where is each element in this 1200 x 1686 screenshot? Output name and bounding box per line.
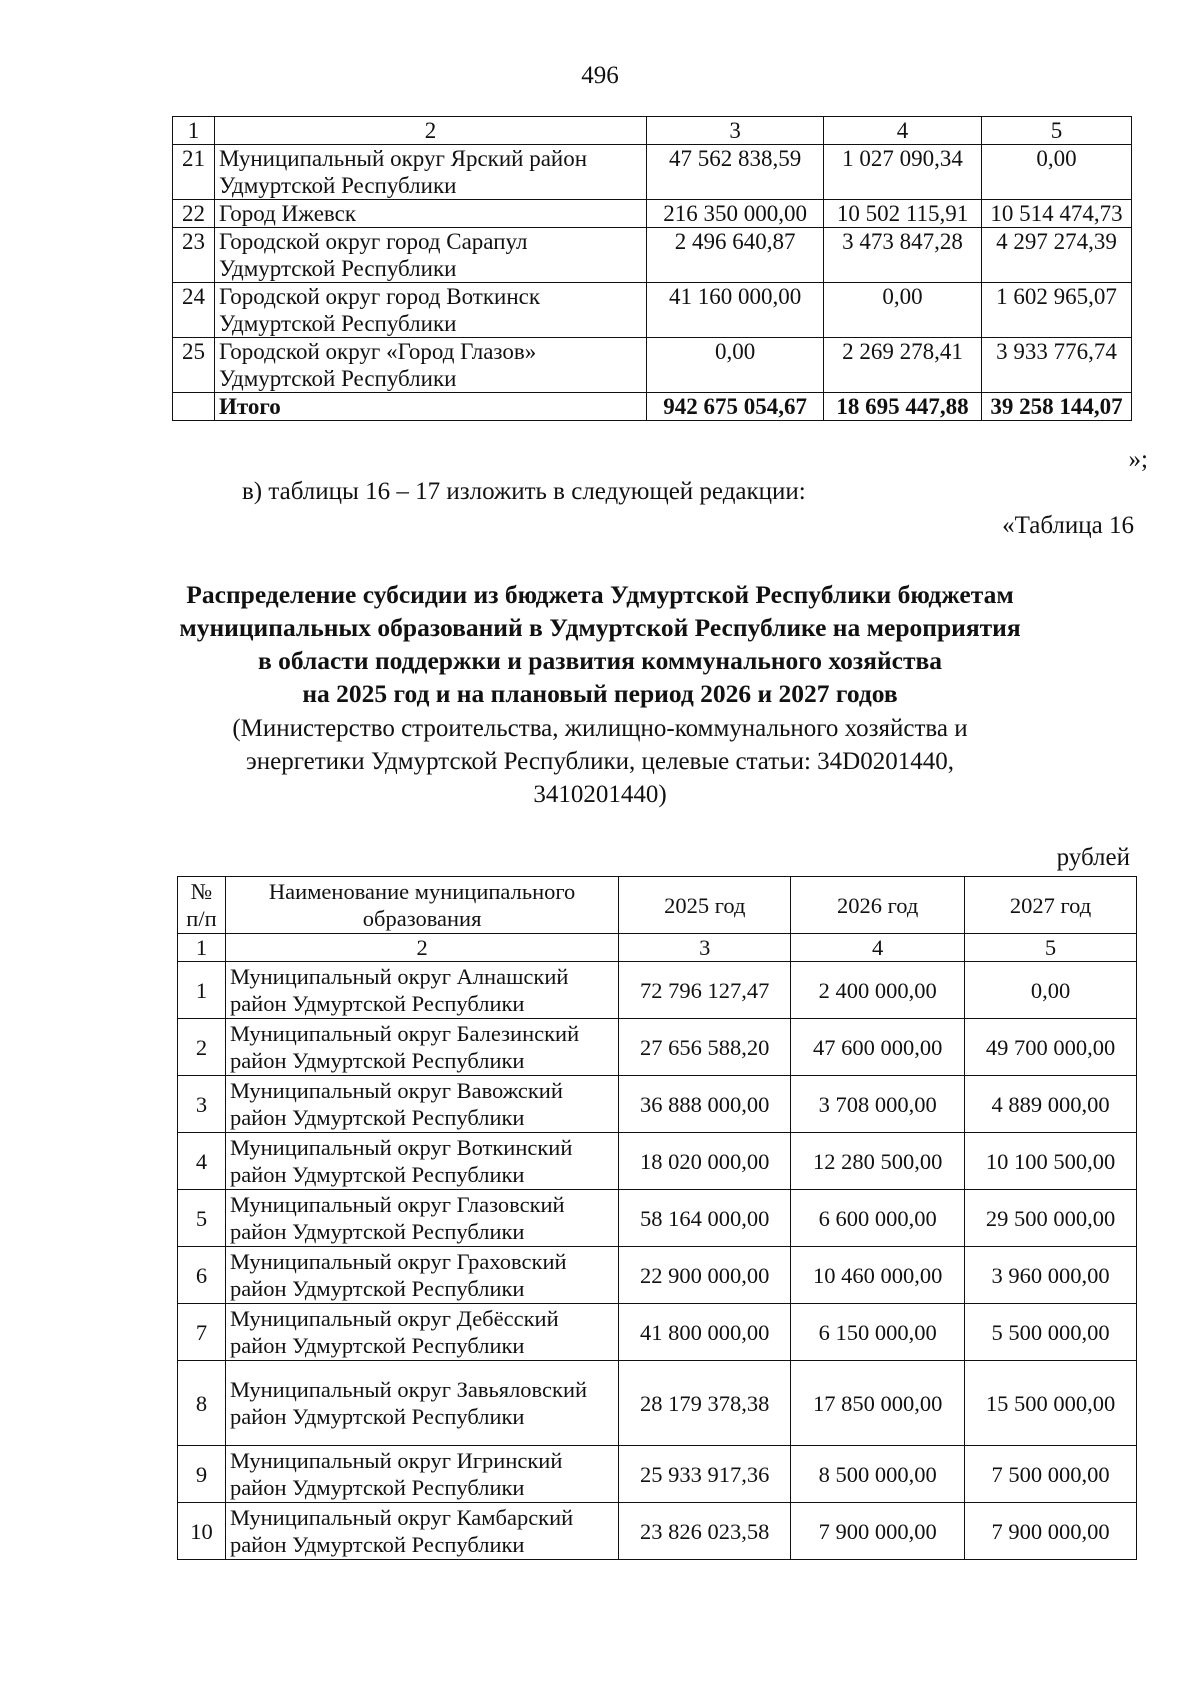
header-cell-number: № п/п	[178, 877, 226, 934]
value-cell: 2 269 278,41	[824, 338, 982, 393]
municipality-name: Муниципальный округ Завьяловский район Удмуртской Республики	[225, 1361, 618, 1446]
table-title	[150, 578, 1050, 710]
value-2026: 10 460 000,00	[791, 1247, 965, 1304]
municipality-name: Муниципальный округ Дебёсский район Удмуртской Республики	[225, 1304, 618, 1361]
total-row	[173, 393, 1132, 421]
value-cell: 1 027 090,34	[824, 145, 982, 200]
header-cell: 4	[824, 117, 982, 145]
closing-quote: »;	[1128, 446, 1148, 473]
municipality-name: Муниципальный округ Игринский район Удмуртской Республики	[225, 1446, 618, 1503]
value-cell: 216 350 000,00	[647, 200, 824, 228]
table-row	[173, 338, 1132, 393]
page-number: 496	[581, 62, 619, 89]
value-2027: 5 500 000,00	[965, 1304, 1137, 1361]
value-2025: 18 020 000,00	[619, 1133, 791, 1190]
table-row	[173, 200, 1132, 228]
table-row	[178, 1019, 1137, 1076]
header-cell-year: 2026 год	[791, 877, 965, 934]
value-2027: 7 900 000,00	[965, 1503, 1137, 1560]
value-2026: 17 850 000,00	[791, 1361, 965, 1446]
table-row	[178, 1190, 1137, 1247]
value-2027: 10 100 500,00	[965, 1133, 1137, 1190]
municipality-name: Муниципальный округ Камбарский район Удмуртской Республики	[225, 1503, 618, 1560]
table-continuation	[172, 116, 1132, 421]
units-label: рублей	[1056, 844, 1130, 871]
column-index: 1	[178, 934, 226, 962]
value-2025: 28 179 378,38	[619, 1361, 791, 1446]
value-2025: 25 933 917,36	[619, 1446, 791, 1503]
value-2025: 41 800 000,00	[619, 1304, 791, 1361]
row-number: 4	[178, 1133, 226, 1190]
column-index: 2	[225, 934, 618, 962]
value-cell: 0,00	[982, 145, 1132, 200]
value-cell: 47 562 838,59	[647, 145, 824, 200]
title-line: в области поддержки и развития коммунального хозяйства	[257, 646, 943, 675]
value-2026: 3 708 000,00	[791, 1076, 965, 1133]
municipality-name: Муниципальный округ Глазовский район Удмуртской Республики	[225, 1190, 618, 1247]
title-line: муниципальных образований в Удмуртской Республике на мероприятия	[179, 613, 1021, 642]
value-2026: 2 400 000,00	[791, 962, 965, 1019]
value-2026: 7 900 000,00	[791, 1503, 965, 1560]
total-value: 18 695 447,88	[824, 393, 982, 421]
subtitle-line: (Министерство строительства, жилищно-коммунального хозяйства и	[232, 715, 968, 742]
header-cell-year: 2025 год	[619, 877, 791, 934]
row-number: 22	[173, 200, 215, 228]
value-2025: 22 900 000,00	[619, 1247, 791, 1304]
subsidy-distribution-table	[177, 876, 1137, 1560]
row-number: 24	[173, 283, 215, 338]
total-value: 39 258 144,07	[982, 393, 1132, 421]
table-header-row	[173, 117, 1132, 145]
municipality-name: Муниципальный округ Вавожский район Удмуртской Республики	[225, 1076, 618, 1133]
municipality-name: Городской округ «Город Глазов» Удмуртской Республики	[214, 338, 646, 393]
header-cell-name: Наименование муниципального образования	[225, 877, 618, 934]
row-number: 2	[178, 1019, 226, 1076]
row-number: 9	[178, 1446, 226, 1503]
municipality-name: Муниципальный округ Алнашский район Удмуртской Республики	[225, 962, 618, 1019]
amendment-instruction: в) таблицы 16 – 17 изложить в следующей редакции:	[242, 478, 806, 505]
row-number: 1	[178, 962, 226, 1019]
subtitle-line: энергетики Удмуртской Республики, целевые статьи: 34D0201440,	[246, 748, 954, 775]
municipality-name: Городской округ город Сарапул Удмуртской Республики	[214, 228, 646, 283]
value-cell: 0,00	[824, 283, 982, 338]
column-index: 5	[965, 934, 1137, 962]
value-cell: 4 297 274,39	[982, 228, 1132, 283]
value-2025: 23 826 023,58	[619, 1503, 791, 1560]
municipality-name: Муниципальный округ Балезинский район Удмуртской Республики	[225, 1019, 618, 1076]
row-number: 21	[173, 145, 215, 200]
subtitle-line: 3410201440)	[533, 781, 667, 808]
value-2027: 0,00	[965, 962, 1137, 1019]
row-number: 10	[178, 1503, 226, 1560]
municipality-name: Городской округ город Воткинск Удмуртской Республики	[214, 283, 646, 338]
value-2027: 4 889 000,00	[965, 1076, 1137, 1133]
row-number: 6	[178, 1247, 226, 1304]
value-cell: 2 496 640,87	[647, 228, 824, 283]
row-number: 25	[173, 338, 215, 393]
table-row	[178, 1446, 1137, 1503]
table-row	[178, 1503, 1137, 1560]
value-2025: 58 164 000,00	[619, 1190, 791, 1247]
total-label: Итого	[214, 393, 646, 421]
table-row	[173, 145, 1132, 200]
row-number: 23	[173, 228, 215, 283]
value-2027: 7 500 000,00	[965, 1446, 1137, 1503]
value-2026: 6 600 000,00	[791, 1190, 965, 1247]
row-number: 3	[178, 1076, 226, 1133]
value-cell: 1 602 965,07	[982, 283, 1132, 338]
header-cell: 3	[647, 117, 824, 145]
row-number: 8	[178, 1361, 226, 1446]
table-row	[178, 962, 1137, 1019]
value-2026: 12 280 500,00	[791, 1133, 965, 1190]
table-row	[178, 1361, 1137, 1446]
title-line: Распределение субсидии из бюджета Удмуртской Республики бюджетам	[186, 580, 1014, 609]
table-row	[178, 1304, 1137, 1361]
total-value: 942 675 054,67	[647, 393, 824, 421]
value-2027: 49 700 000,00	[965, 1019, 1137, 1076]
table-row	[178, 1076, 1137, 1133]
value-cell: 41 160 000,00	[647, 283, 824, 338]
header-cell: 1	[173, 117, 215, 145]
header-cell: 5	[982, 117, 1132, 145]
value-cell: 10 514 474,73	[982, 200, 1132, 228]
row-number: 7	[178, 1304, 226, 1361]
municipality-name: Муниципальный округ Ярский район Удмуртской Республики	[214, 145, 646, 200]
municipality-name: Муниципальный округ Воткинский район Удмуртской Республики	[225, 1133, 618, 1190]
header-cell-year: 2027 год	[965, 877, 1137, 934]
column-index: 4	[791, 934, 965, 962]
value-cell: 10 502 115,91	[824, 200, 982, 228]
municipality-name: Город Ижевск	[214, 200, 646, 228]
title-line: на 2025 год и на плановый период 2026 и 2027 годов	[302, 679, 898, 708]
value-cell: 0,00	[647, 338, 824, 393]
value-2025: 36 888 000,00	[619, 1076, 791, 1133]
row-number: 5	[178, 1190, 226, 1247]
value-2026: 6 150 000,00	[791, 1304, 965, 1361]
value-2025: 27 656 588,20	[619, 1019, 791, 1076]
value-2027: 15 500 000,00	[965, 1361, 1137, 1446]
table-header-row	[178, 877, 1137, 934]
value-2026: 8 500 000,00	[791, 1446, 965, 1503]
header-cell: 2	[214, 117, 646, 145]
municipality-name: Муниципальный округ Граховский район Удмуртской Республики	[225, 1247, 618, 1304]
table-subtitle	[150, 712, 1050, 811]
table-row	[178, 1133, 1137, 1190]
column-index: 3	[619, 934, 791, 962]
value-2025: 72 796 127,47	[619, 962, 791, 1019]
table-row	[173, 283, 1132, 338]
total-number-cell	[173, 393, 215, 421]
column-index-row	[178, 934, 1137, 962]
table-row	[178, 1247, 1137, 1304]
table-label: «Таблица 16	[1002, 512, 1134, 539]
value-cell: 3 933 776,74	[982, 338, 1132, 393]
value-cell: 3 473 847,28	[824, 228, 982, 283]
value-2027: 3 960 000,00	[965, 1247, 1137, 1304]
value-2027: 29 500 000,00	[965, 1190, 1137, 1247]
table-row	[173, 228, 1132, 283]
value-2026: 47 600 000,00	[791, 1019, 965, 1076]
